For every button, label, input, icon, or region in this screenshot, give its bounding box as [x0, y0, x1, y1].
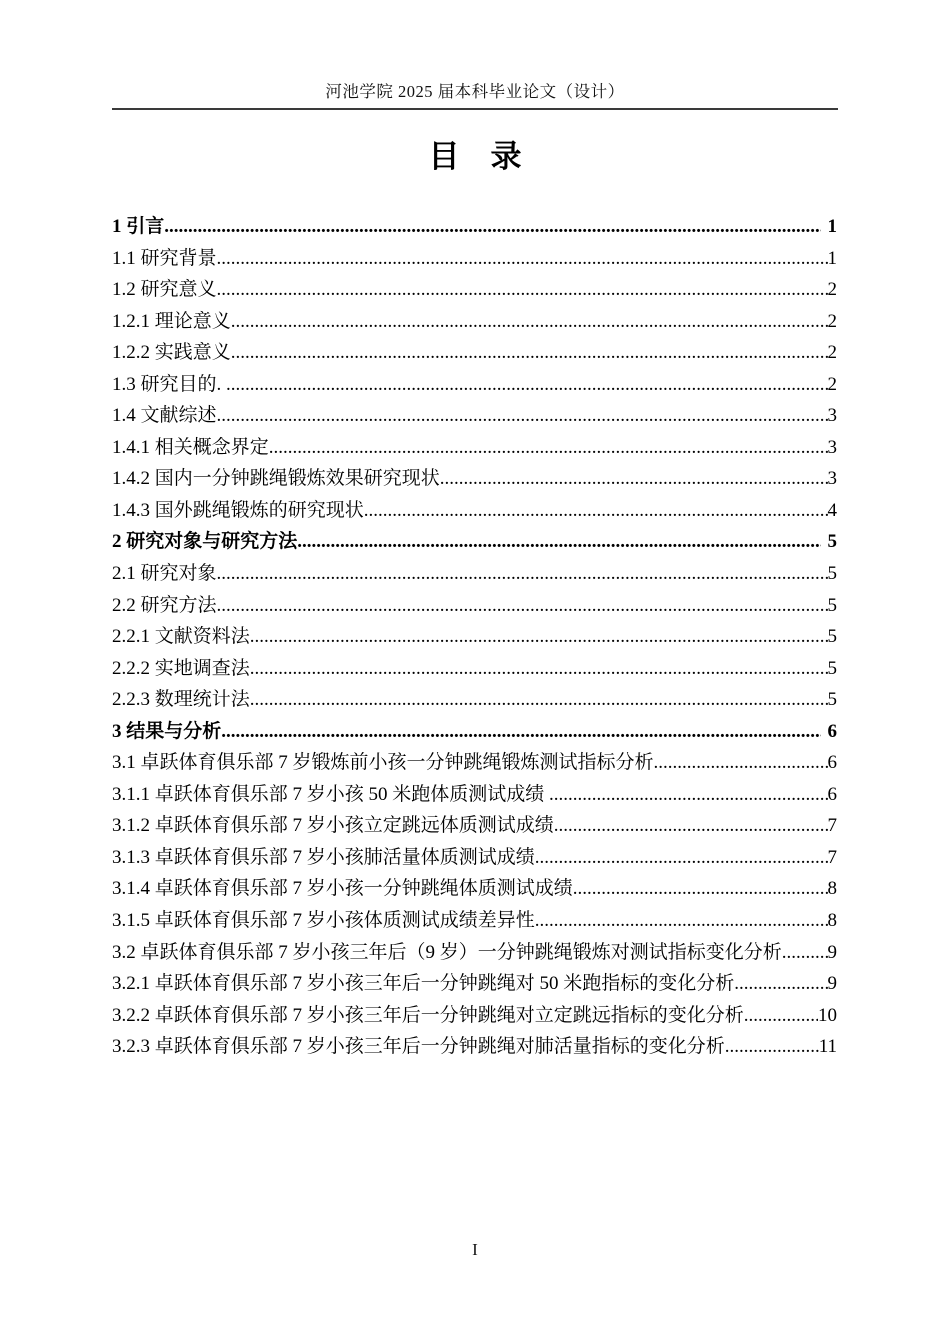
toc-entry-label: 1.4.1 相关概念界定	[112, 436, 269, 458]
toc-entry-page-number: 9	[827, 941, 837, 963]
toc-entry-page-number: 2	[827, 342, 837, 364]
toc-entry[interactable]	[112, 590, 837, 622]
toc-leader-dots	[231, 337, 828, 369]
toc-entry-page-number: 3	[827, 436, 837, 458]
toc-leader-dots	[725, 1031, 819, 1063]
toc-entry-label: 3.1.2 卓跃体育俱乐部 7 岁小孩立定跳远体质测试成绩	[112, 815, 554, 837]
page-header	[112, 0, 838, 110]
toc-entry-label: 3 结果与分析	[112, 720, 222, 742]
toc-entry-label: 3.2.3 卓跃体育俱乐部 7 岁小孩三年后一分钟跳绳对肺活量指标的变化分析	[112, 1036, 725, 1058]
toc-entry[interactable]	[112, 968, 837, 1000]
toc-entry-label: 3.1.1 卓跃体育俱乐部 7 岁小孩 50 米跑体质测试成绩	[112, 783, 550, 805]
toc-leader-dots	[231, 306, 828, 338]
toc-entry[interactable]	[112, 779, 837, 811]
toc-entry[interactable]	[112, 463, 837, 495]
toc-entry-page-number: 7	[827, 846, 837, 868]
toc-entry-label: 3.1.5 卓跃体育俱乐部 7 岁小孩体质测试成绩差异性	[112, 910, 535, 932]
toc-entry[interactable]	[112, 400, 837, 432]
toc-entry[interactable]	[112, 306, 837, 338]
toc-entry[interactable]	[112, 243, 837, 275]
toc-entry-label: 1.4.2 国内一分钟跳绳锻炼效果研究现状	[112, 468, 440, 490]
toc-entry-page-number: 11	[818, 1036, 837, 1058]
toc-entry[interactable]	[112, 337, 837, 369]
toc-entry[interactable]	[112, 1000, 837, 1032]
toc-entry-label: 2.2 研究方法	[112, 594, 217, 616]
toc-entry-page-number: 3	[827, 468, 837, 490]
toc-entry[interactable]	[112, 274, 837, 306]
toc-entry-page-number: 5	[827, 626, 837, 648]
toc-entry-label: 2 研究对象与研究方法	[112, 531, 298, 553]
toc-leader-dots	[782, 937, 828, 969]
toc-entry-page-number: 5	[827, 594, 837, 616]
toc-entry[interactable]	[112, 558, 837, 590]
toc-entry[interactable]	[112, 621, 837, 653]
toc-entry-label: 1.2 研究意义	[112, 279, 217, 301]
toc-entry-page-number: 2	[827, 373, 837, 395]
toc-entry-page-number: 2	[827, 279, 837, 301]
toc-list	[112, 211, 837, 1063]
toc-leader-dots	[744, 1000, 818, 1032]
toc-entry-page-number: 6	[827, 783, 837, 805]
toc-entry[interactable]	[112, 937, 837, 969]
toc-entry-label: 2.2.1 文献资料法	[112, 626, 250, 648]
toc-leader-dots	[549, 779, 827, 811]
toc-leader-dots	[364, 495, 828, 527]
toc-entry-label: 3.1 卓跃体育俱乐部 7 岁锻炼前小孩一分钟跳绳锻炼测试指标分析	[112, 752, 654, 774]
toc-leader-dots	[440, 463, 828, 495]
toc-entry-page-number: 1	[827, 247, 837, 269]
toc-leader-dots	[734, 968, 827, 1000]
toc-entry-page-number: 5	[827, 531, 837, 553]
toc-entry-label: 1.3 研究目的.	[112, 373, 227, 395]
toc-entry-page-number: 4	[827, 499, 837, 521]
toc-entry-page-number: 5	[827, 689, 837, 711]
toc-entry-page-number: 8	[827, 878, 837, 900]
toc-entry[interactable]	[112, 1031, 837, 1063]
toc-leader-dots	[269, 432, 828, 464]
toc-entry-page-number: 6	[827, 720, 837, 742]
toc-leader-dots	[250, 653, 828, 685]
toc-leader-dots	[221, 716, 820, 748]
toc-entry[interactable]	[112, 653, 837, 685]
toc-entry[interactable]	[112, 905, 837, 937]
toc-leader-dots	[554, 810, 828, 842]
toc-entry-label: 3.2 卓跃体育俱乐部 7 岁小孩三年后（9 岁）一分钟跳绳锻炼对测试指标变化分析	[112, 941, 782, 963]
toc-entry-page-number: 2	[827, 310, 837, 332]
toc-leader-dots	[217, 558, 828, 590]
toc-entry[interactable]	[112, 873, 837, 905]
toc-entry-label: 2.2.2 实地调查法	[112, 657, 250, 679]
toc-entry[interactable]	[112, 495, 837, 527]
page-title: 目 录	[428, 139, 522, 174]
toc-leader-dots	[654, 747, 828, 779]
toc-entry-label: 1.4.3 国外跳绳锻炼的研究现状	[112, 499, 364, 521]
toc-entry-label: 2.2.3 数理统计法	[112, 689, 250, 711]
toc-entry-label: 2.1 研究对象	[112, 563, 217, 585]
toc-entry[interactable]	[112, 432, 837, 464]
toc-leader-dots	[164, 211, 820, 243]
toc-entry-label: 1.2.1 理论意义	[112, 310, 231, 332]
toc-entry-label: 3.2.2 卓跃体育俱乐部 7 岁小孩三年后一分钟跳绳对立定跳远指标的变化分析	[112, 1004, 744, 1026]
toc-entry-label: 1.1 研究背景	[112, 247, 217, 269]
toc-entry-label: 1.4 文献综述	[112, 405, 217, 427]
toc-entry[interactable]	[112, 211, 837, 243]
toc-entry-label: 1.2.2 实践意义	[112, 342, 231, 364]
toc-entry-page-number: 5	[827, 657, 837, 679]
toc-entry-page-number: 8	[827, 910, 837, 932]
toc-entry[interactable]	[112, 684, 837, 716]
toc-leader-dots	[250, 684, 828, 716]
toc-leader-dots	[226, 369, 827, 401]
toc-leader-dots	[535, 842, 828, 874]
toc-entry-label: 3.1.4 卓跃体育俱乐部 7 岁小孩一分钟跳绳体质测试成绩	[112, 878, 573, 900]
toc-entry-page-number: 7	[827, 815, 837, 837]
toc-entry-label: 3.2.1 卓跃体育俱乐部 7 岁小孩三年后一分钟跳绳对 50 米跑指标的变化分析	[112, 973, 735, 995]
toc-leader-dots	[535, 905, 828, 937]
toc-leader-dots	[217, 243, 828, 275]
toc-entry-page-number: 10	[818, 1004, 837, 1026]
toc-leader-dots	[297, 526, 820, 558]
header-text: 河池学院 2025 届本科毕业论文（设计）	[325, 82, 625, 101]
toc-leader-dots	[217, 274, 828, 306]
toc-entry[interactable]	[112, 842, 837, 874]
toc-entry-page-number: 6	[827, 752, 837, 774]
page-footer	[0, 1240, 950, 1260]
toc-entry[interactable]	[112, 716, 837, 748]
toc-entry[interactable]	[112, 369, 837, 401]
toc-leader-dots	[250, 621, 828, 653]
toc-entry[interactable]	[112, 526, 837, 558]
toc-entry-page-number: 3	[827, 405, 837, 427]
toc-entry-page-number: 1	[827, 216, 837, 237]
toc-leader-dots	[217, 400, 828, 432]
toc-entry-label: 1 引言	[112, 216, 165, 237]
toc-leader-dots	[573, 873, 828, 905]
toc-leader-dots	[217, 590, 828, 622]
toc-entry[interactable]	[112, 810, 837, 842]
toc-entry-label: 3.1.3 卓跃体育俱乐部 7 岁小孩肺活量体质测试成绩	[112, 846, 535, 868]
toc-entry-page-number: 9	[827, 973, 837, 995]
toc-entry-page-number: 5	[827, 563, 837, 585]
toc-entry[interactable]	[112, 747, 837, 779]
footer-page-number: I	[472, 1240, 478, 1259]
